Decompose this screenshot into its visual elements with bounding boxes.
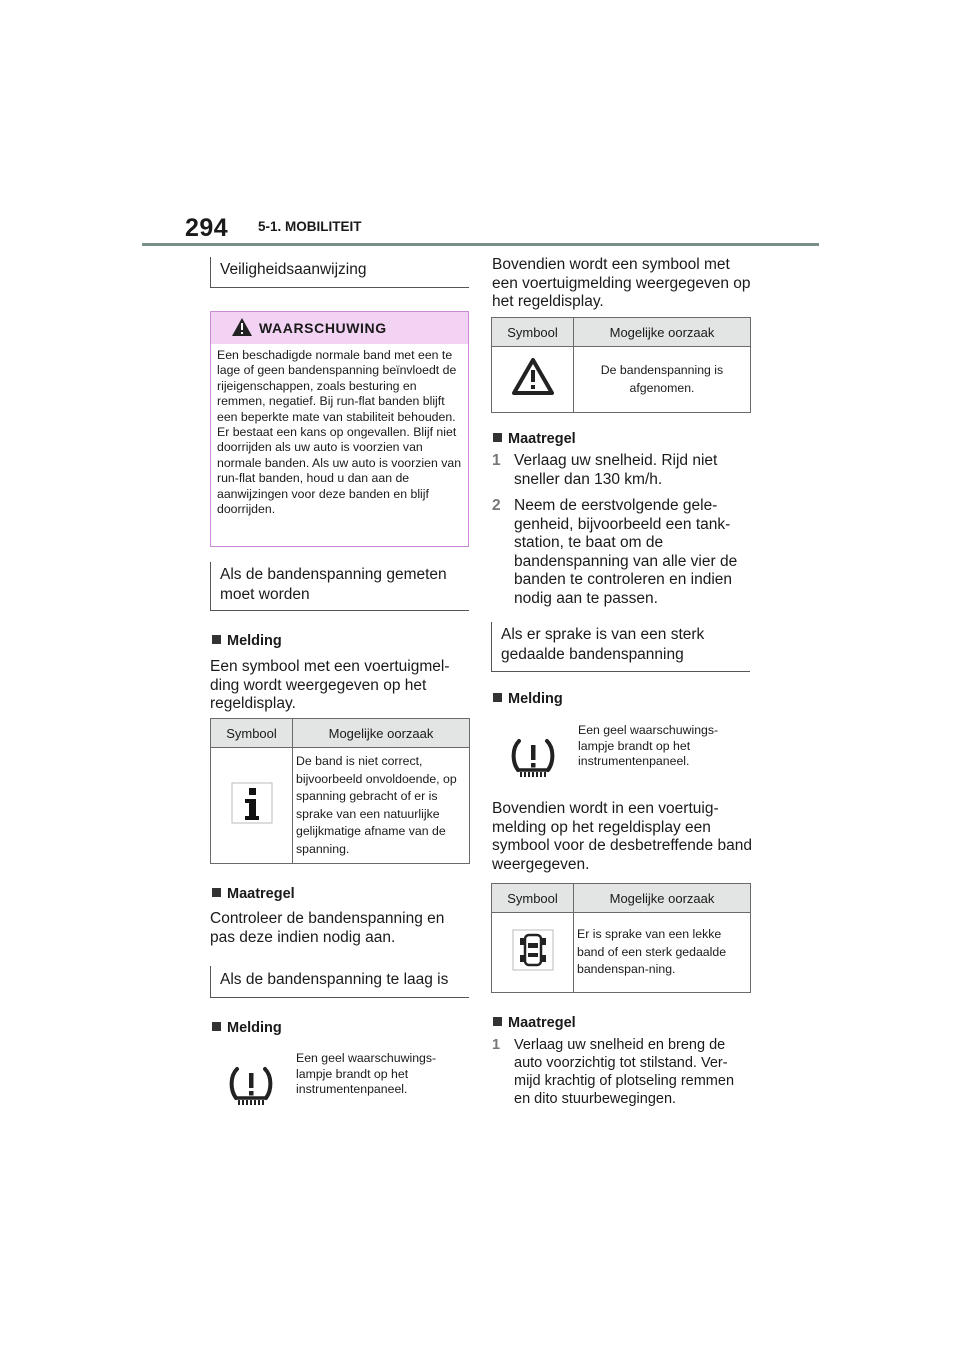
symbol-table-3 <box>491 883 751 993</box>
cause-cell-1: De band is niet correct, bijvoorbeeld onvoldoende, op spanning gebracht of er is sprake van een natuurlijke gelijkmatige afname van de spanning. <box>293 748 470 864</box>
bullet-square-icon <box>212 1022 221 1031</box>
tire-pressure-warning-icon <box>510 738 556 778</box>
warning-triangle-icon <box>231 317 253 337</box>
intro-text: Bovendien wordt een symbool met een voertuigmelding weergegeven op het regeldisplay. <box>492 256 751 310</box>
melding-1-text: Een symbool met een voertuigmel-ding wordt weergegeven op het regeldisplay. <box>210 658 450 712</box>
chapter-title: 5-1. MOBILITEIT <box>258 219 362 234</box>
maatregel-1-text: Controleer de bandenspanning en pas deze indien nodig aan. <box>210 910 445 946</box>
warning-box <box>210 311 469 547</box>
warning-title: WAARSCHUWING <box>259 320 387 336</box>
warning-header <box>211 312 468 344</box>
symbol-table-1 <box>210 718 470 864</box>
bullet-square-icon <box>212 888 221 897</box>
extra-text: Bovendien wordt in een voertuig-melding op het regeldisplay een symbool voor de desbetreffende band weergegeven. <box>492 800 752 873</box>
subheading-maatregel-2: Maatregel <box>493 431 576 447</box>
symbol-table-2 <box>491 317 751 413</box>
tire-pressure-warning-icon <box>228 1066 274 1106</box>
section-heading-low: Als de bandenspanning te laag is <box>210 966 469 998</box>
warning-text: Een beschadigde normale band met een te lage of geen bandenspanning beïnvloedt de rijeigenschappen, zoals besturing en remmen, negatief. Bij run-flat banden blijft een beperkte mate van stabiliteit behouden. Er bestaat een kans op ongevallen. Blijf niet doorrijden als uw auto is voorzien van normale banden. Als uw auto is voorzien van run-flat banden, houd u dan aan de aanwijzingen voor deze banden en blijf doorrijden. <box>217 348 462 517</box>
subheading-maatregel-3: Maatregel <box>493 1015 576 1031</box>
subheading-melding-1: Melding <box>212 633 282 649</box>
col-header-cause: Mogelijke oorzaak <box>293 719 470 748</box>
section-heading-measured: Als de bandenspanning gemeten moet worden <box>210 562 469 611</box>
col-header-symbol: Symbool <box>492 884 574 913</box>
section-heading-safety: Veiligheidsaanwijzing <box>210 257 469 288</box>
bullet-square-icon <box>493 433 502 442</box>
subheading-melding-2: Melding <box>212 1020 282 1036</box>
col-header-cause: Mogelijke oorzaak <box>574 318 751 347</box>
car-tire-icon <box>512 929 554 971</box>
col-header-symbol: Symbool <box>211 719 293 748</box>
header-rule <box>142 243 819 246</box>
info-icon <box>231 782 273 824</box>
cause-cell-2: De bandenspanning is afgenomen. <box>574 347 751 413</box>
lamp-1-text: Een geel waarschuwings-lampje brandt op het instrumentenpaneel. <box>296 1051 437 1096</box>
col-header-symbol: Symbool <box>492 318 574 347</box>
bullet-square-icon <box>212 635 221 644</box>
page-number: 294 <box>185 214 229 242</box>
warning-triangle-icon <box>512 358 554 396</box>
col-header-cause: Mogelijke oorzaak <box>574 884 751 913</box>
bullet-square-icon <box>493 693 502 702</box>
section-heading-drop: Als er sprake is van een sterk gedaalde bandenspanning <box>491 622 750 672</box>
lamp-2-text: Een geel waarschuwings-lampje brandt op het instrumentenpaneel. <box>578 723 719 768</box>
cause-cell-3: Er is sprake van een lekke band of een sterk gedaalde bandenspan-ning. <box>574 913 751 993</box>
subheading-melding-3: Melding <box>493 691 563 707</box>
bullet-square-icon <box>493 1017 502 1026</box>
subheading-maatregel-1: Maatregel <box>212 886 295 902</box>
